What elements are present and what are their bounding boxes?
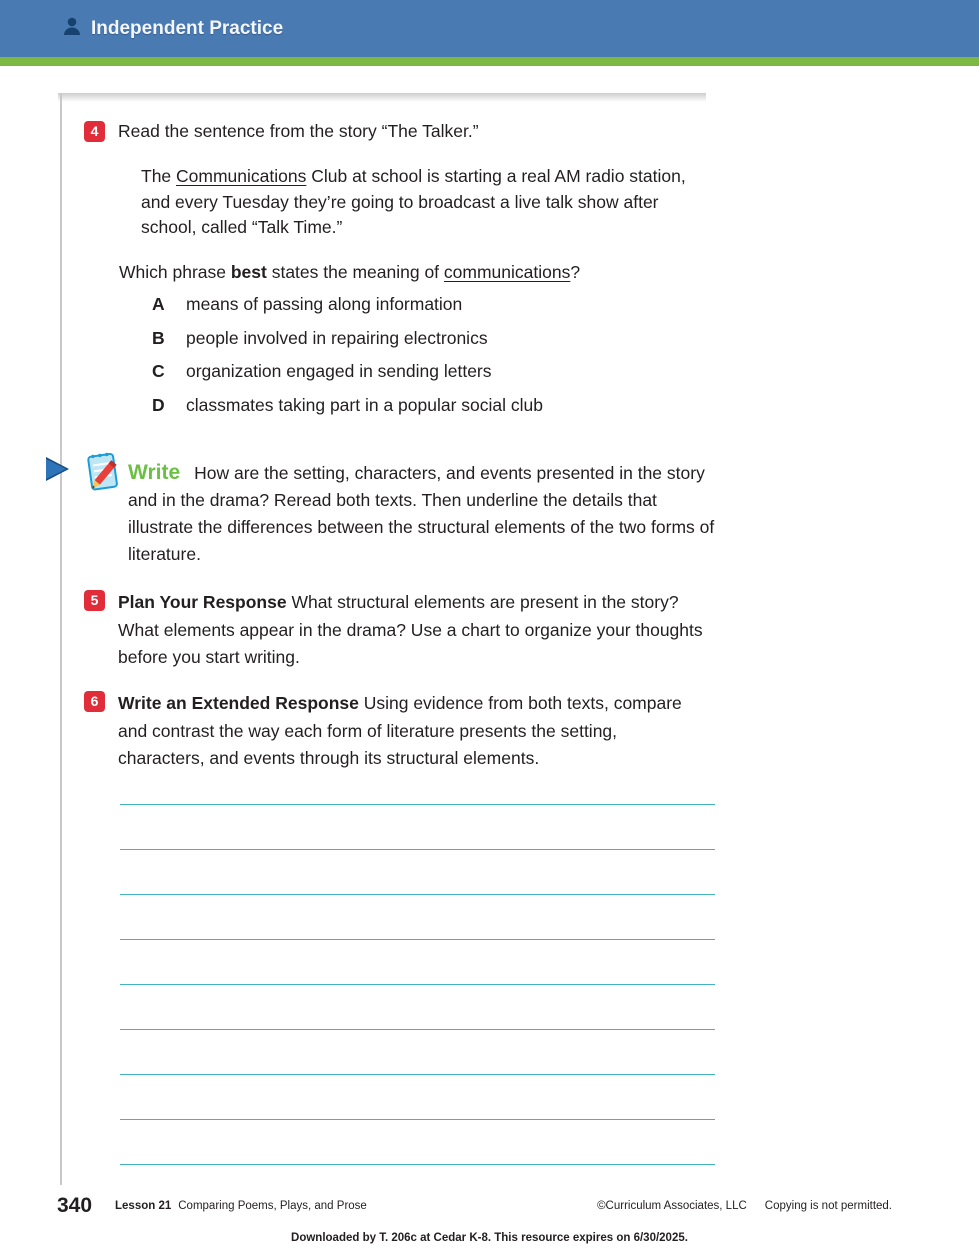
- question-6-label: Write an Extended Response: [118, 693, 359, 713]
- writing-line: [120, 1075, 715, 1120]
- copyright-text: ©Curriculum Associates, LLC: [597, 1200, 747, 1212]
- header-title: Independent Practice: [91, 17, 284, 39]
- response-lines: [120, 760, 715, 1165]
- writing-line: [120, 895, 715, 940]
- choice-a-letter: A: [152, 294, 165, 314]
- question-6-number-badge: 6: [84, 691, 105, 712]
- quote-text: Club at school is starting a real AM radio station, and every Tuesday they’re going to broadcast a live talk show after school, called “Talk Time.”: [141, 166, 686, 237]
- choice-d-letter: D: [152, 394, 165, 415]
- choice-b-letter: B: [152, 327, 165, 348]
- question-5-label: Plan Your Response: [118, 592, 287, 612]
- stem-text: states the meaning of: [266, 262, 444, 282]
- writing-line: [120, 805, 715, 850]
- person-icon: [62, 16, 82, 41]
- writing-line: [120, 1120, 715, 1165]
- choice-c-letter: C: [152, 361, 165, 381]
- choice-d-text: classmates taking part in a popular social club: [186, 394, 543, 415]
- copying-notice: Copying is not permitted.: [764, 1200, 892, 1212]
- stem-underlined-word: communications: [443, 262, 571, 282]
- choice-d: [152, 395, 722, 416]
- quote-text: The: [141, 166, 177, 186]
- question-4-quote: [141, 164, 693, 241]
- writing-line: [120, 985, 715, 1030]
- choice-b-text: people involved in repairing electronics: [186, 327, 488, 348]
- stem-bold-word: best: [230, 262, 267, 282]
- writing-line: [120, 940, 715, 985]
- page-top-shadow: [58, 93, 706, 102]
- stem-text: ?: [570, 262, 581, 282]
- choice-b: [152, 328, 722, 349]
- choice-c-text: organization engaged in sending letters: [186, 361, 492, 381]
- writing-line: [120, 760, 715, 805]
- write-label: Write: [128, 461, 181, 484]
- margin-arrow-icon-inner: [46, 459, 66, 479]
- stem-text: Which phrase: [119, 262, 231, 282]
- green-stripe: [0, 57, 979, 66]
- writing-line: [120, 1030, 715, 1075]
- choice-c: [152, 361, 722, 382]
- footer-copyright: [597, 1200, 892, 1212]
- answer-choices: [152, 294, 722, 428]
- page-left-edge: [60, 93, 62, 1185]
- question-4-stem: [119, 262, 580, 283]
- writing-line: [120, 850, 715, 895]
- question-4-number-badge: 4: [84, 121, 105, 142]
- write-directions: [128, 459, 724, 568]
- question-4-prompt: Read the sentence from the story “The Talker.”: [118, 121, 479, 141]
- question-6-text: Using evidence from both texts, compare and contrast the way each form of literature presents the setting, characters, and events through its structural elements.: [118, 693, 682, 768]
- write-text: How are the setting, characters, and events presented in the story and in the drama? Reread both texts. Then underline the details that illustrate the differences between the structural elements of the two forms of literature.: [128, 463, 715, 564]
- question-4: [84, 120, 724, 142]
- question-5: [84, 589, 703, 672]
- notebook-pencil-icon: [82, 446, 126, 501]
- quote-underlined-word: Communications: [176, 166, 307, 186]
- question-5-text: What structural elements are present in the story? What elements appear in the drama? Use a chart to organize your thoughts before you start writing.: [118, 592, 703, 667]
- choice-a: [152, 294, 722, 315]
- choice-a-text: means of passing along information: [186, 294, 463, 314]
- page-number: 340: [57, 1194, 93, 1217]
- header-bar: [0, 0, 979, 57]
- lesson-label: Lesson 21: [115, 1200, 172, 1212]
- lesson-title: Comparing Poems, Plays, and Prose: [178, 1200, 367, 1212]
- download-notice: Downloaded by T. 206c at Cedar K-8. This resource expires on 6/30/2025.: [291, 1232, 688, 1244]
- footer-lesson-info: [115, 1200, 367, 1212]
- question-5-number-badge: 5: [84, 590, 105, 611]
